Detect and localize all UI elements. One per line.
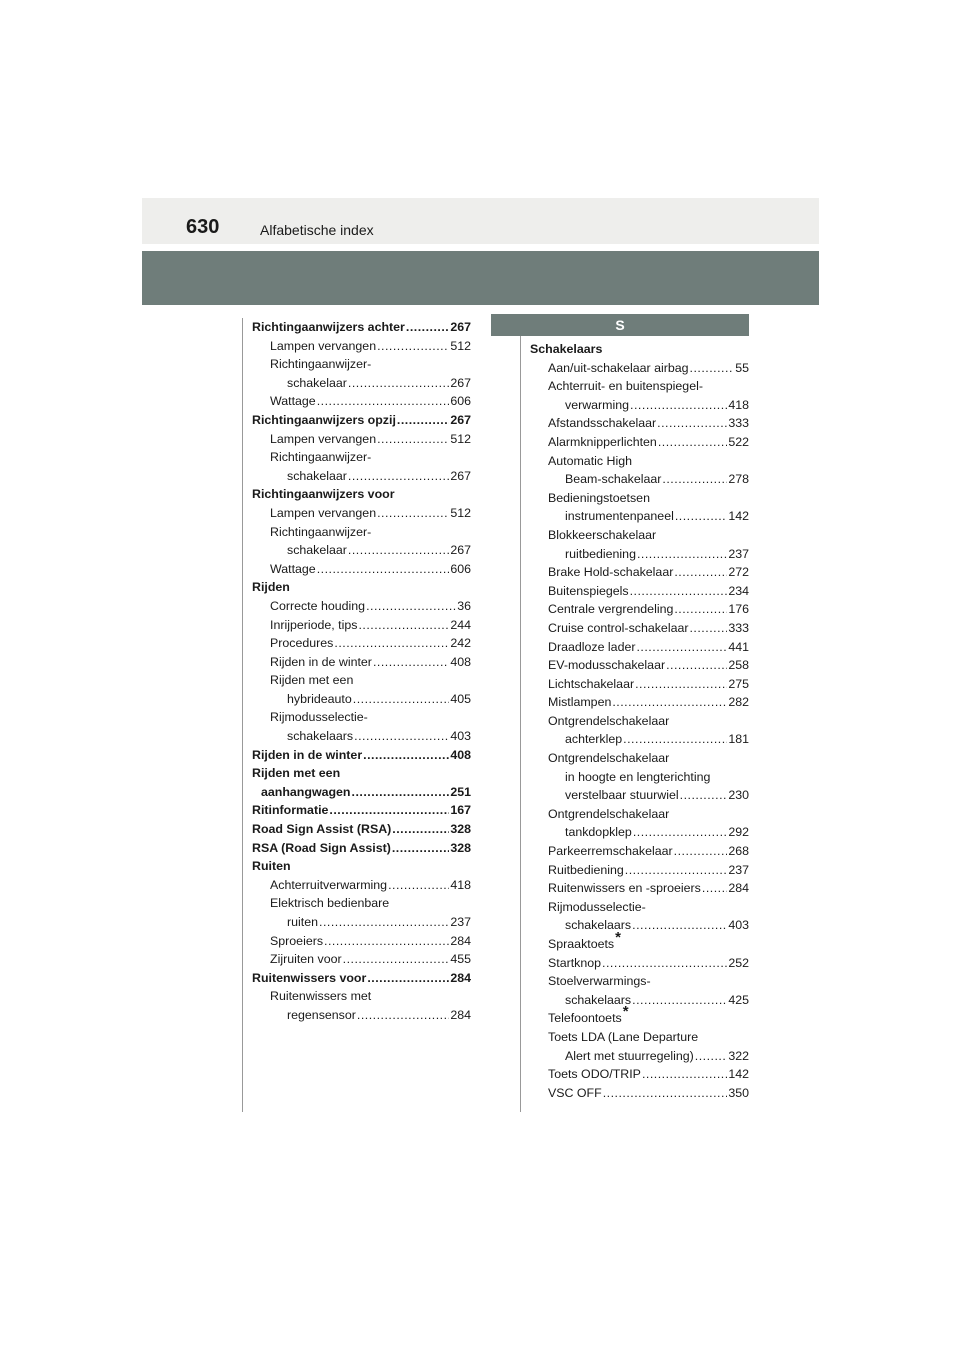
index-entry — [252, 1006, 471, 1025]
index-entry-page: 403 — [728, 918, 749, 933]
decorative-banner — [142, 251, 819, 305]
index-entry-page: 272 — [728, 565, 749, 580]
index-entry-text: schakelaar — [287, 468, 347, 483]
index-column-right — [530, 340, 749, 1102]
dot-leader — [657, 414, 727, 433]
dot-leader — [354, 727, 449, 746]
index-entry — [530, 507, 749, 526]
index-entry — [252, 392, 471, 411]
dot-leader — [357, 1006, 449, 1025]
index-entry-text: Startknop — [548, 955, 602, 970]
index-entry-text: in hoogte en lengterichting — [565, 769, 711, 784]
dot-leader — [603, 1084, 728, 1103]
index-entry-page: 267 — [450, 543, 471, 558]
index-entry-page: 292 — [728, 825, 749, 840]
index-entry-page: 230 — [728, 788, 749, 803]
index-entry — [530, 916, 749, 935]
index-entry — [252, 727, 471, 746]
index-entry — [252, 616, 471, 635]
index-entry-text: Zijruiten voor — [270, 952, 342, 967]
index-entry-page: 455 — [450, 952, 471, 967]
index-entry — [252, 708, 471, 727]
left-column-rule — [242, 318, 243, 1112]
index-entry-page: 36 — [457, 598, 471, 613]
index-entry-page: 333 — [728, 416, 749, 431]
index-entry-text: Richtingaanwijzers voor — [252, 487, 395, 502]
dot-leader — [363, 746, 449, 765]
index-entry — [252, 634, 471, 653]
index-entry-page: 267 — [450, 412, 471, 427]
index-entry-page: 244 — [450, 617, 471, 632]
index-entry-text: Ontgrendelschakelaar — [548, 713, 670, 728]
index-entry-text: Spraaktoets — [548, 937, 615, 951]
index-entry-text: Ruitenwissers met — [270, 989, 372, 1004]
index-entry-page: 278 — [728, 472, 749, 487]
index-entry — [530, 1003, 749, 1028]
index-entry — [530, 545, 749, 564]
dot-leader — [392, 820, 449, 839]
dot-leader — [674, 842, 728, 861]
index-entry-text: Ritinformatie — [252, 803, 329, 818]
section-letter-header: S — [491, 314, 749, 336]
index-entry-page: 284 — [450, 970, 471, 985]
index-entry — [252, 318, 471, 337]
index-entry-text: Alert met stuurregeling) — [565, 1048, 694, 1063]
page-number: 630 — [186, 216, 220, 238]
index-entry-page: 142 — [728, 509, 749, 524]
index-entry — [252, 504, 471, 523]
index-entry-text: Richtingaanwijzer- — [270, 357, 372, 372]
index-entry — [530, 749, 749, 768]
index-entry-page: 268 — [728, 844, 749, 859]
dot-leader — [352, 783, 450, 802]
dot-leader — [348, 374, 449, 393]
index-entry-text: verwarming — [565, 397, 630, 412]
index-entry-page: 251 — [450, 784, 471, 799]
index-entry-text: Ruiten — [252, 859, 291, 874]
index-entry-text: Richtingaanwijzers achter — [252, 320, 405, 334]
dot-leader — [373, 653, 449, 672]
index-entry-text: Parkeerremschakelaar — [548, 844, 673, 859]
index-entry-text: Ontgrendelschakelaar — [548, 806, 670, 821]
index-entry — [252, 448, 471, 467]
index-entry-text: Ontgrendelschakelaar — [548, 751, 670, 766]
dot-leader — [358, 616, 449, 635]
index-entry-text: regensensor — [287, 1007, 356, 1022]
index-entry — [252, 839, 471, 858]
index-entry-text: Mistlampen — [548, 695, 612, 710]
index-entry-text: Bedieningstoetsen — [548, 490, 650, 505]
index-entry-page: 512 — [450, 431, 471, 446]
index-entry — [530, 377, 749, 396]
index-entry — [530, 1084, 749, 1103]
index-entry-text: Beam-schakelaar — [565, 472, 662, 487]
dot-leader — [630, 396, 727, 415]
index-entry — [252, 523, 471, 542]
index-entry — [530, 526, 749, 545]
index-entry-page: 284 — [728, 881, 749, 896]
index-entry-text: Richtingaanwijzer- — [270, 450, 372, 465]
index-entry-text: Centrale vergrendeling — [548, 602, 674, 617]
index-entry-text: Rijmodusselectie- — [548, 899, 646, 914]
index-entry — [530, 452, 749, 471]
dot-leader — [689, 619, 727, 638]
index-entry — [252, 950, 471, 969]
index-entry-page: 408 — [450, 654, 471, 669]
index-entry — [252, 485, 471, 504]
index-entry-text: Blokkeerschakelaar — [548, 527, 657, 542]
dot-leader — [674, 563, 727, 582]
index-entry-text: Lichtschakelaar — [548, 676, 635, 691]
index-entry-page: 258 — [728, 658, 749, 673]
index-entry — [530, 619, 749, 638]
index-entry-text: Elektrisch bedienbare — [270, 896, 390, 911]
index-entry-page: 522 — [728, 434, 749, 449]
index-entry-page: 167 — [450, 803, 471, 818]
index-entry — [252, 801, 471, 820]
index-entry-text: Wattage — [270, 561, 316, 576]
dot-leader — [377, 337, 449, 356]
index-entry — [252, 969, 471, 988]
index-entry-text: Achterruit- en buitenspiegel- — [548, 379, 703, 394]
index-entry — [530, 972, 749, 991]
index-entry-text: ruitbediening — [565, 546, 636, 561]
index-entry — [530, 730, 749, 749]
index-entry-text: Rijden met een — [270, 673, 354, 688]
index-entry-page: 284 — [450, 933, 471, 948]
index-entry-text: schakelaar — [287, 543, 347, 558]
dot-leader — [367, 969, 449, 988]
index-entry-page: 425 — [728, 992, 749, 1007]
index-entry-text: Road Sign Assist (RSA) — [252, 822, 392, 837]
index-entry — [530, 563, 749, 582]
index-entry-text: Cruise control-schakelaar — [548, 620, 689, 635]
index-entry — [530, 805, 749, 824]
index-entry-text: schakelaars — [287, 729, 354, 744]
index-entry-page: 350 — [728, 1085, 749, 1100]
index-entry-page: 322 — [728, 1048, 749, 1063]
index-entry — [252, 690, 471, 709]
index-entry — [252, 597, 471, 616]
footnote-star: * — [622, 1003, 629, 1021]
dot-leader — [317, 560, 450, 579]
index-entry-page: 242 — [450, 636, 471, 651]
index-entry-text: Sproeiers — [270, 933, 324, 948]
index-entry — [530, 414, 749, 433]
index-entry-text: Automatic High — [548, 453, 633, 468]
index-entry-text: Rijmodusselectie- — [270, 710, 368, 725]
index-entry — [530, 712, 749, 731]
footnote-star: * — [615, 929, 621, 946]
index-entry-text: schakelaars — [565, 918, 632, 933]
index-entry-page: 282 — [728, 695, 749, 710]
dot-leader — [695, 1047, 728, 1066]
dot-leader — [702, 879, 727, 898]
index-entry — [530, 786, 749, 805]
index-entry-page: 441 — [728, 639, 749, 654]
index-entry — [252, 467, 471, 486]
dot-leader — [377, 504, 449, 523]
index-entry-text: hybrideauto — [287, 691, 352, 706]
dot-leader — [632, 916, 727, 935]
index-entry — [252, 337, 471, 356]
index-entry-text: Lampen vervangen — [270, 505, 377, 520]
index-entry — [530, 489, 749, 508]
index-entry-page: 234 — [728, 583, 749, 598]
index-entry — [530, 359, 749, 378]
dot-leader — [675, 507, 727, 526]
index-entry — [252, 578, 471, 597]
index-entry-page: 237 — [450, 915, 471, 929]
index-entry — [252, 560, 471, 579]
index-entry-text: Stoelverwarmings- — [548, 974, 651, 989]
index-entry — [252, 820, 471, 839]
dot-leader — [388, 876, 449, 895]
dot-leader — [690, 359, 735, 378]
dot-leader — [612, 693, 727, 712]
index-entry-page: 267 — [450, 468, 471, 483]
dot-leader — [366, 597, 456, 616]
index-entry — [252, 430, 471, 449]
index-entry — [530, 929, 749, 954]
dot-leader — [334, 634, 449, 653]
dot-leader — [319, 913, 449, 932]
dot-leader — [348, 467, 449, 486]
dot-leader — [353, 690, 450, 709]
index-entry — [530, 861, 749, 880]
index-entry — [252, 857, 471, 876]
index-entry-text: Ruitenwissers en -sproeiers — [548, 881, 701, 896]
index-entry-page: 328 — [450, 840, 471, 855]
index-column-left — [252, 318, 471, 1025]
index-entry-text: Richtingaanwijzers opzij — [252, 412, 396, 427]
index-entry-text: Afstandsschakelaar — [548, 416, 657, 431]
index-entry — [530, 470, 749, 489]
dot-leader — [377, 430, 449, 449]
dot-leader — [642, 1065, 727, 1084]
index-entry-page: 142 — [728, 1067, 749, 1082]
index-entry-text: Toets LDA (Lane Departure — [548, 1029, 699, 1044]
index-entry — [530, 656, 749, 675]
dot-leader — [392, 839, 449, 858]
index-entry-text: achterklep — [565, 732, 623, 747]
index-entry — [530, 1047, 749, 1066]
index-entry-page: 512 — [450, 505, 471, 520]
index-entry — [252, 894, 471, 913]
index-entry-page: 237 — [728, 546, 749, 561]
index-entry — [252, 932, 471, 951]
index-entry — [530, 991, 749, 1010]
index-entry-text: Achterruitverwarming — [270, 877, 388, 892]
index-entry-text: Ruitenwissers voor — [252, 970, 367, 985]
index-entry-text: Richtingaanwijzer- — [270, 524, 372, 539]
index-entry-text: Lampen vervangen — [270, 338, 377, 353]
index-entry-text: Rijden met een — [252, 766, 341, 781]
dot-leader — [406, 318, 449, 337]
index-entry — [252, 541, 471, 560]
index-entry-text: Inrijperiode, tips — [270, 617, 358, 632]
index-entry-text: Lampen vervangen — [270, 431, 377, 446]
index-entry-page: 405 — [450, 691, 471, 706]
index-entry-text: Ruitbediening — [548, 862, 624, 877]
index-entry-page: 237 — [728, 862, 749, 877]
dot-leader — [348, 541, 449, 560]
index-entry-page: 275 — [728, 676, 749, 691]
index-entry — [530, 693, 749, 712]
right-column-rule — [520, 318, 521, 1112]
index-entry-text: Correcte houding — [270, 598, 366, 613]
header-band — [142, 198, 819, 244]
index-entry — [252, 913, 471, 932]
dot-leader — [630, 582, 728, 601]
dot-leader — [623, 730, 727, 749]
index-entry-text: Buitenspiegels — [548, 583, 629, 598]
index-entry-page: 408 — [450, 747, 471, 762]
index-entry — [530, 340, 749, 359]
index-entry-text: Brake Hold-schakelaar — [548, 565, 674, 580]
dot-leader — [324, 932, 449, 951]
dot-leader — [636, 638, 727, 657]
dot-leader — [602, 954, 727, 973]
index-entry-text: RSA (Road Sign Assist) — [252, 840, 391, 855]
index-entry-page: 333 — [728, 620, 749, 635]
index-entry — [252, 374, 471, 393]
index-entry-page: 284 — [450, 1007, 471, 1022]
index-entry-text: tankdopklep — [565, 825, 632, 840]
dot-leader — [397, 411, 449, 430]
index-entry-text: VSC OFF — [548, 1085, 602, 1100]
index-entry — [530, 638, 749, 657]
index-entry — [530, 582, 749, 601]
dot-leader — [662, 470, 727, 489]
index-entry-page: 606 — [450, 394, 471, 409]
index-entry-text: aanhangwagen — [261, 784, 351, 799]
index-entry-page: 418 — [728, 397, 749, 412]
index-entry-page: 55 — [735, 360, 749, 375]
index-entry-text: instrumentenpaneel — [565, 509, 674, 524]
index-entry — [252, 411, 471, 430]
index-entry-text: verstelbaar stuurwiel — [565, 788, 679, 803]
index-entry — [530, 954, 749, 973]
index-entry-text: Wattage — [270, 394, 316, 409]
section-title: Alfabetische index — [260, 222, 374, 238]
index-entry — [530, 842, 749, 861]
index-entry-page: 606 — [450, 561, 471, 576]
index-entry — [252, 764, 471, 783]
index-entry — [530, 433, 749, 452]
index-entry — [530, 675, 749, 694]
index-entry-page: 176 — [728, 602, 749, 617]
dot-leader — [658, 433, 728, 452]
index-entry-text: EV-modusschakelaar — [548, 658, 666, 673]
index-entry — [530, 1028, 749, 1047]
index-entry-text: Draadloze lader — [548, 639, 636, 654]
index-entry — [252, 783, 471, 802]
index-entry-page: 267 — [450, 375, 471, 390]
index-entry-page: 403 — [450, 729, 471, 744]
index-entry-text: Alarmknipperlichten — [548, 434, 657, 449]
index-entry-text: schakelaar — [287, 375, 347, 390]
dot-leader — [329, 801, 449, 820]
index-entry-text: Rijden in de winter — [270, 654, 372, 669]
index-entry-page: 181 — [728, 732, 749, 747]
index-entry-page: 267 — [450, 320, 471, 334]
index-entry-text: schakelaars — [565, 992, 632, 1007]
dot-leader — [343, 950, 450, 969]
index-entry — [530, 879, 749, 898]
dot-leader — [666, 656, 727, 675]
index-entry-page: 418 — [450, 877, 471, 892]
index-entry — [252, 987, 471, 1006]
index-entry-text: ruiten — [287, 915, 318, 929]
index-entry-text: Aan/uit-schakelaar airbag — [548, 360, 689, 375]
dot-leader — [632, 991, 727, 1010]
index-entry-text: Toets ODO/TRIP — [548, 1067, 641, 1082]
index-entry — [530, 1065, 749, 1084]
index-entry-text: Schakelaars — [530, 342, 603, 356]
index-entry — [530, 396, 749, 415]
index-entry-text: Rijden — [252, 580, 290, 595]
index-entry — [252, 671, 471, 690]
index-entry — [252, 746, 471, 765]
dot-leader — [317, 392, 450, 411]
index-entry-page: 252 — [728, 955, 749, 970]
index-entry — [530, 768, 749, 787]
index-entry — [530, 600, 749, 619]
index-entry — [252, 876, 471, 895]
dot-leader — [637, 545, 727, 564]
index-entry — [252, 355, 471, 374]
index-entry — [252, 653, 471, 672]
dot-leader — [680, 786, 728, 805]
dot-leader — [674, 600, 727, 619]
index-entry-page: 512 — [450, 338, 471, 353]
index-entry-text: Telefoontoets — [548, 1011, 622, 1026]
dot-leader — [625, 861, 728, 880]
index-entry-page: 328 — [450, 822, 471, 837]
index-entry-text: Rijden in de winter — [252, 747, 363, 762]
dot-leader — [635, 675, 727, 694]
index-entry — [530, 823, 749, 842]
index-entry — [530, 898, 749, 917]
index-entry-text: Procedures — [270, 636, 334, 651]
dot-leader — [633, 823, 727, 842]
